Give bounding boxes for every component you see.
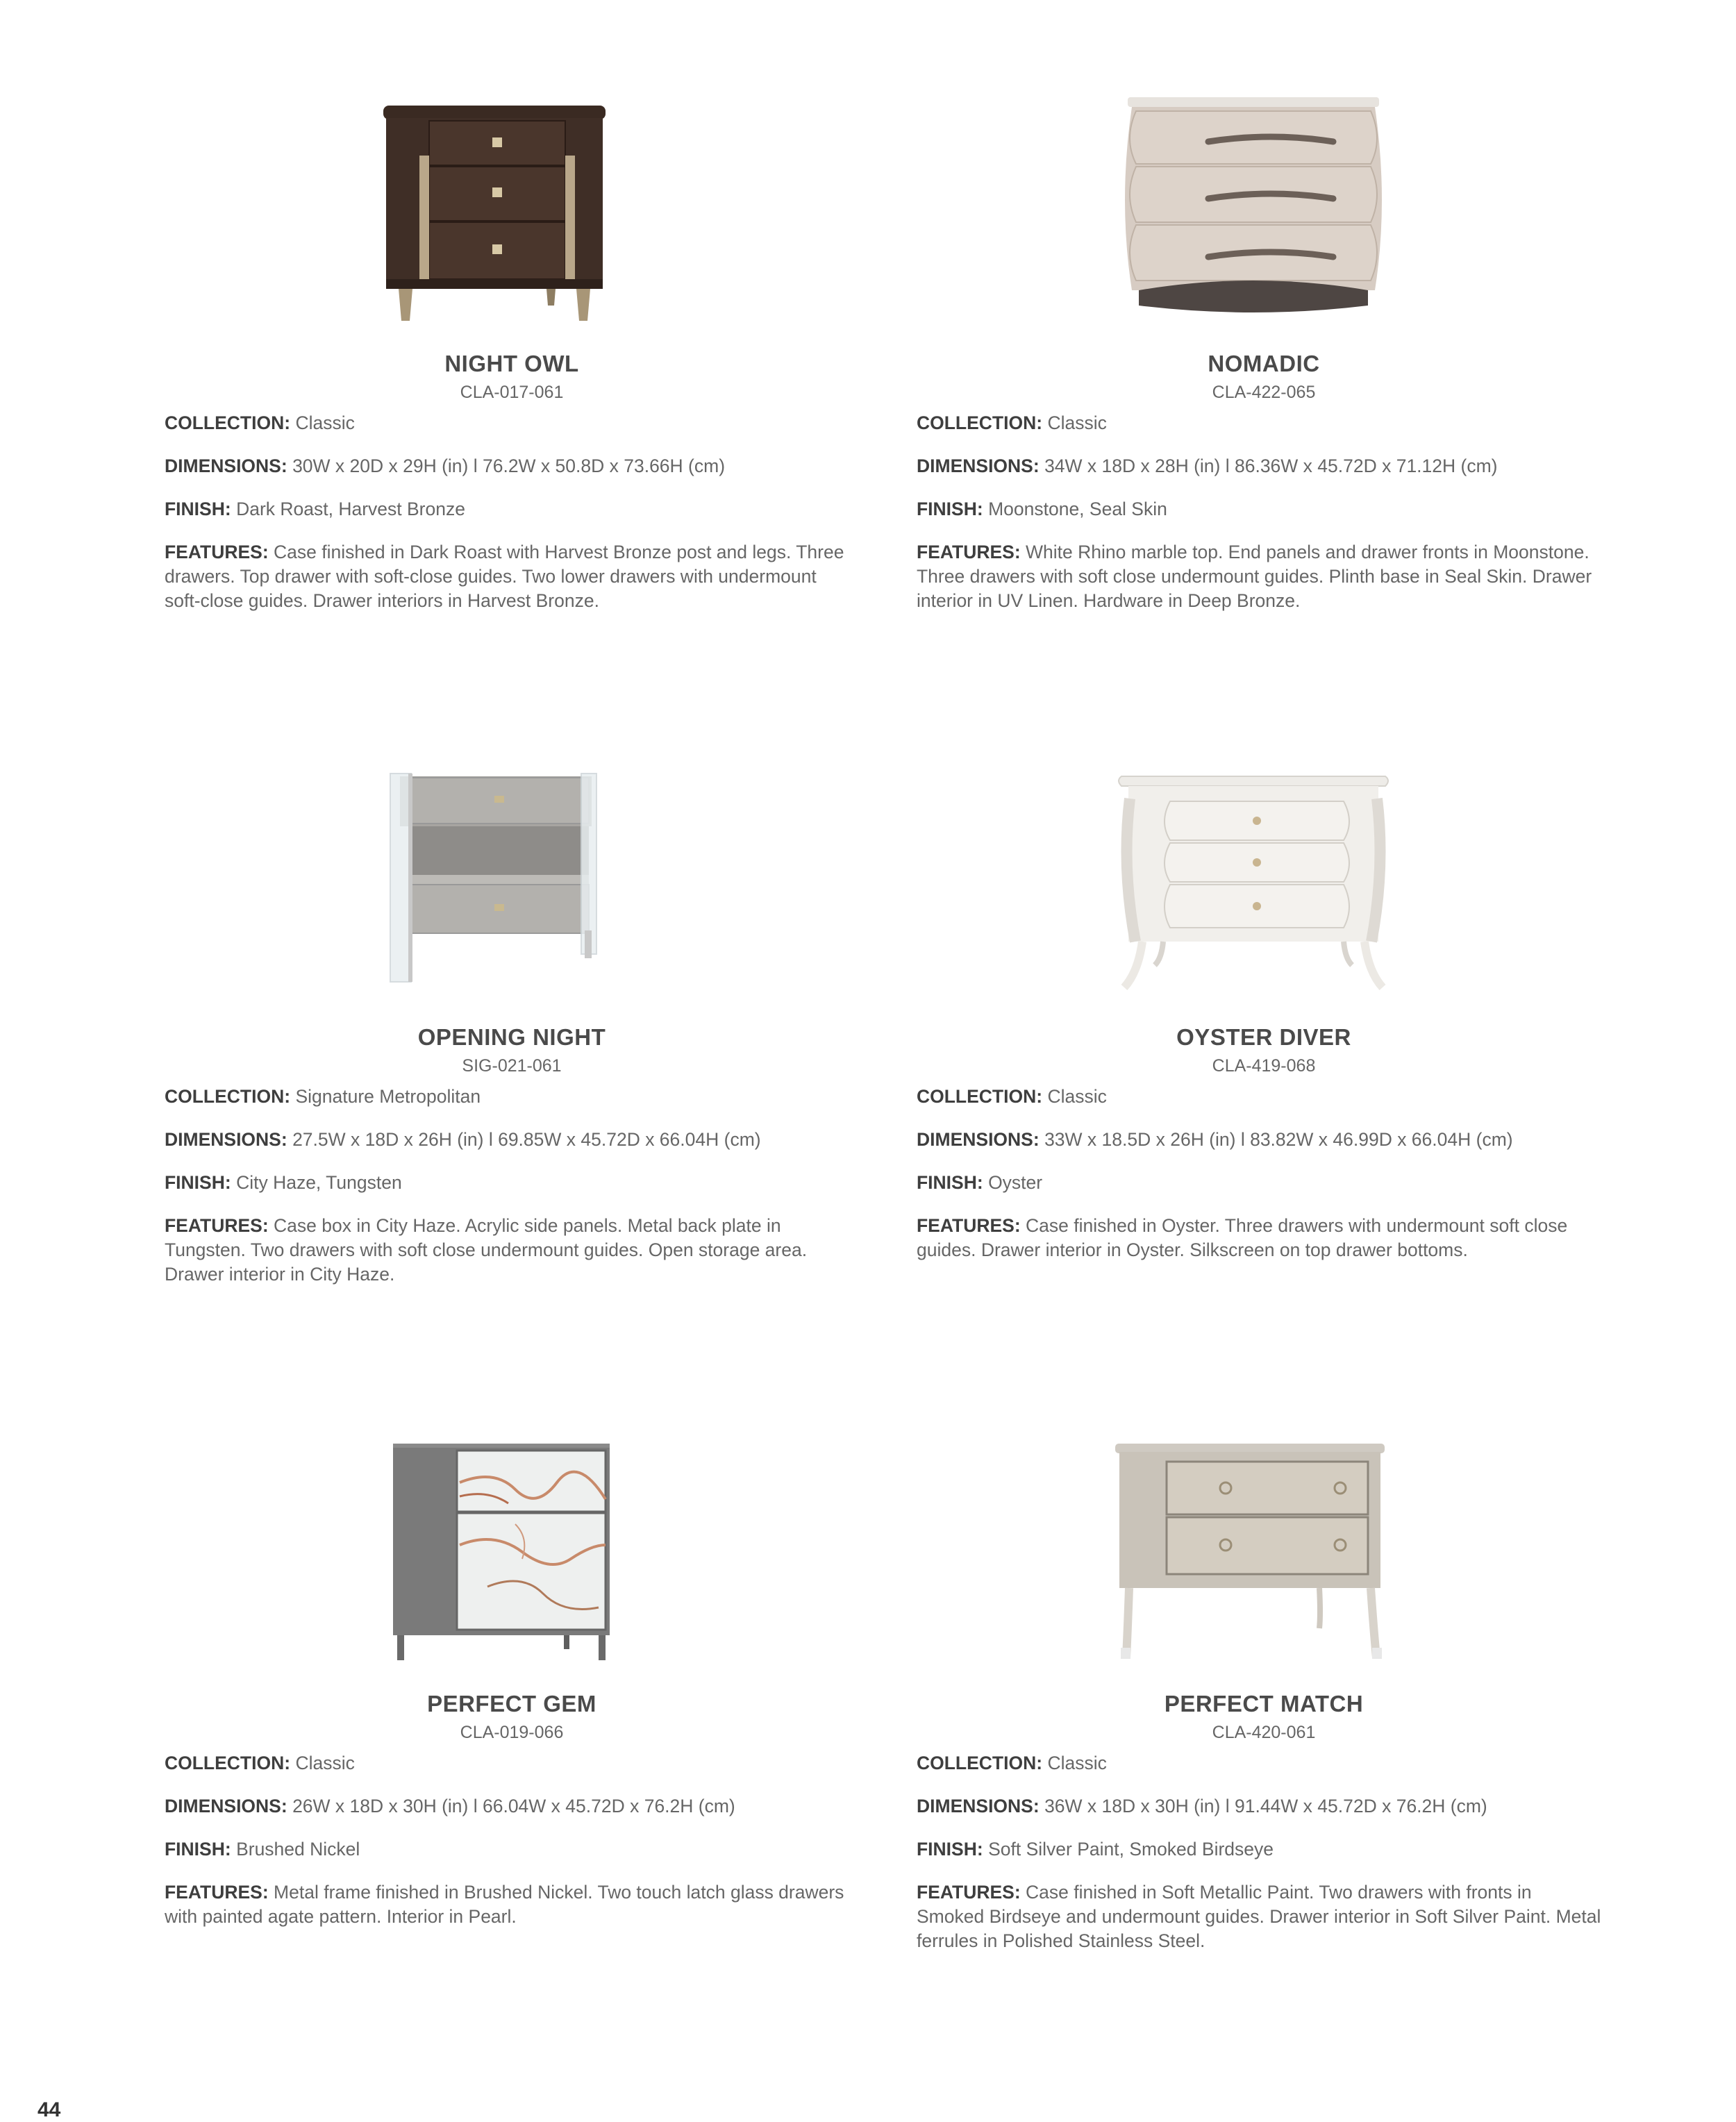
finish-line: FINISH: Dark Roast, Harvest Bronze [165, 499, 465, 519]
dimensions-line: DIMENSIONS: 36W x 18D x 30H (in) l 91.44W x 45.72D x 76.2H (cm) [917, 1796, 1487, 1816]
dimensions-line: DIMENSIONS: 26W x 18D x 30H (in) l 66.04W x 45.72D x 76.2H (cm) [165, 1796, 735, 1816]
collection-line: COLLECTION: Signature Metropolitan [165, 1086, 481, 1107]
dimensions-line: DIMENSIONS: 27.5W x 18D x 26H (in) l 69.85W x 45.72D x 66.04H (cm) [165, 1129, 761, 1150]
nightstand-image-night-owl [376, 97, 612, 326]
features-text: FEATURES: White Rhino marble top. End panels and drawer fronts in Moonstone. Three drawers with soft close undermount guides. Plinth base in Seal Skin. Drawer interior in UV Linen. Hardware in Deep Bronze. [917, 542, 1592, 611]
features-text: FEATURES: Metal frame finished in Brushed Nickel. Two touch latch glass drawers with painted agate pattern. Interior in Pearl. [165, 1882, 844, 1927]
nightstand-image-perfect-match [1111, 1441, 1389, 1663]
product-sku: CLA-422-065 [1212, 383, 1316, 402]
product-sku: CLA-419-068 [1212, 1056, 1316, 1076]
finish-line: FINISH: Brushed Nickel [165, 1839, 360, 1860]
dimensions-line: DIMENSIONS: 34W x 18D x 28H (in) l 86.36W x 45.72D x 71.12H (cm) [917, 456, 1498, 476]
product-sku: SIG-021-061 [462, 1056, 562, 1076]
product-name: NIGHT OWL [444, 351, 579, 376]
finish-line: FINISH: City Haze, Tungsten [165, 1172, 402, 1193]
collection-line: COLLECTION: Classic [165, 412, 355, 433]
dimensions-line: DIMENSIONS: 33W x 18.5D x 26H (in) l 83.82W x 46.99D x 66.04H (cm) [917, 1129, 1513, 1150]
product-name: OYSTER DIVER [1176, 1024, 1351, 1050]
product-name: PERFECT MATCH [1164, 1691, 1364, 1716]
product-name: OPENING NIGHT [417, 1024, 606, 1050]
product-name: NOMADIC [1208, 351, 1320, 376]
nightstand-image-opening-night [383, 771, 606, 1000]
collection-line: COLLECTION: Classic [165, 1753, 355, 1773]
features-text: FEATURES: Case finished in Dark Roast with Harvest Bronze post and legs. Three drawers. Top drawer with soft-close guides. Two lower drawers with undermount soft-close guides. Drawer interiors in Harvest Bronze. [165, 542, 844, 611]
collection-line: COLLECTION: Classic [917, 1086, 1107, 1107]
collection-line: COLLECTION: Classic [917, 1753, 1107, 1773]
features-text: FEATURES: Case finished in Soft Metallic Paint. Two drawers with fronts in Smoked Birdseye and undermount guides. Drawer interior in Soft Silver Paint. Metal ferrules in Polished Stainless Steel. [917, 1882, 1601, 1951]
finish-line: FINISH: Moonstone, Seal Skin [917, 499, 1167, 519]
collection-line: COLLECTION: Classic [917, 412, 1107, 433]
dimensions-line: DIMENSIONS: 30W x 20D x 29H (in) l 76.2W x 50.8D x 73.66H (cm) [165, 456, 726, 476]
nightstand-image-nomadic [1111, 97, 1396, 326]
features-text: FEATURES: Case box in City Haze. Acrylic side panels. Metal back plate in Tungsten. Two drawers with soft close undermount guides. Open storage area. Drawer interior in City Haze. [165, 1215, 808, 1285]
finish-line: FINISH: Oyster [917, 1172, 1043, 1193]
nightstand-image-perfect-gem [390, 1441, 612, 1663]
product-name: PERFECT GEM [427, 1691, 596, 1716]
finish-line: FINISH: Soft Silver Paint, Smoked Birdseye [917, 1839, 1274, 1860]
product-sku: CLA-017-061 [460, 383, 564, 402]
product-sku: CLA-420-061 [1212, 1723, 1316, 1742]
page-number: 44 [37, 2098, 61, 2121]
features-text: FEATURES: Case finished in Oyster. Three drawers with undermount soft close guides. Drawer interior in Oyster. Silkscreen on top drawer bottoms. [917, 1215, 1568, 1260]
nightstand-image-oyster-diver [1115, 771, 1392, 1000]
product-sku: CLA-019-066 [460, 1723, 564, 1742]
